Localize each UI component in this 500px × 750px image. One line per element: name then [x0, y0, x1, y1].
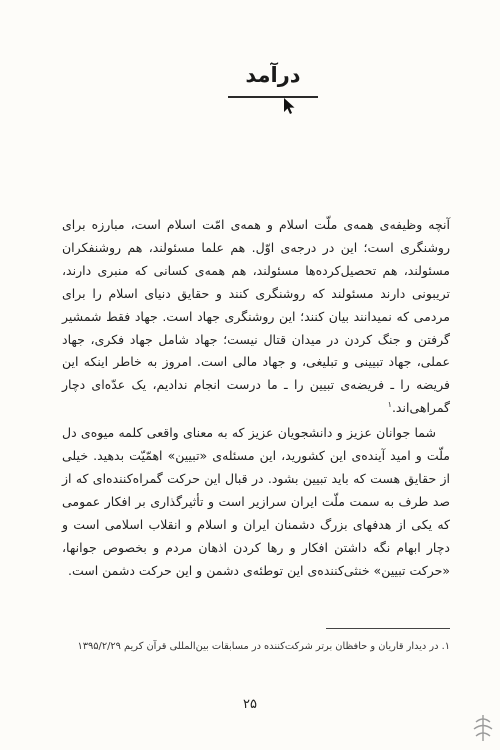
heading-underline [228, 96, 318, 98]
watermark-icon [470, 712, 496, 744]
chapter-heading [228, 60, 318, 98]
footnote-marker: ۱ [387, 400, 392, 410]
paragraph: شما جوانان عزیز و دانشجویان عزیز که به معنای واقعی کلمه میوه‌ی دل ملّت و امید آینده‌ی این کشورید، این مسئله‌ی «تبیین» اهمّیّت بدهید. خیلی از حقایق هست که باید تبیین بشود. در قبال این حرکت گمراه‌کننده‌ای که از صد طرف به سمت ملّت ایران سرازیر است و تأثیرگذاری بر افکار عمومی که یکی از هدفهای بزرگ دشمنان ایران و اسلام و انقلاب اسلامی است و دچار ابهام نگه داشتن افکار و رها کردن اذهان مردم و بخصوص جوانها، «حرکت تبیین» خنثی‌کننده‌ی این توطئه‌ی دشمن و این حرکت دشمن است. [62, 425, 450, 578]
footnote: ۱. در دیدار قاریان و حافظان برتر شرکت‌کننده در مسابقات بین‌المللی قرآن کریم ۱۳۹۵/۲/۲۹ [77, 641, 450, 652]
body-text [62, 214, 450, 583]
paragraph: آنچه وظیفه‌ی همه‌ی ملّت اسلام و همه‌ی امّت اسلام است، مبارزه برای روشنگری است؛ این در درجه‌ی اوّل. هم علما مسئولند، هم روشنفکران مسئولند، هم تحصیل‌کرده‌ها مسئولند، هم همه‌ی کسانی که منبری دارند، تریبونی دارند مسئولند که روشنگری کنند و حقایق دنیای اسلام را برای مردمی که نمیدانند بیان کنند؛ این روشنگری جهاد است. جهاد فقط شمشیر گرفتن و جنگ کردن در میدان قتال نیست؛ جهاد شامل جهاد فکری، جهاد عملی، جهاد تبیینی و تبلیغی، و جهاد مالی است. امروز به خاطر اینکه این فریضه را ـ فریضه‌ی تبیین را ـ ما درست انجام ندادیم، یک عدّه‌ای دچار گمراهی‌اند.$^۱$ [62, 217, 450, 416]
cursor-arrow-icon [282, 97, 296, 115]
footnote-divider [326, 628, 450, 629]
chapter-title: درآمد [245, 63, 301, 87]
page-number: ۲۵ [243, 697, 257, 712]
